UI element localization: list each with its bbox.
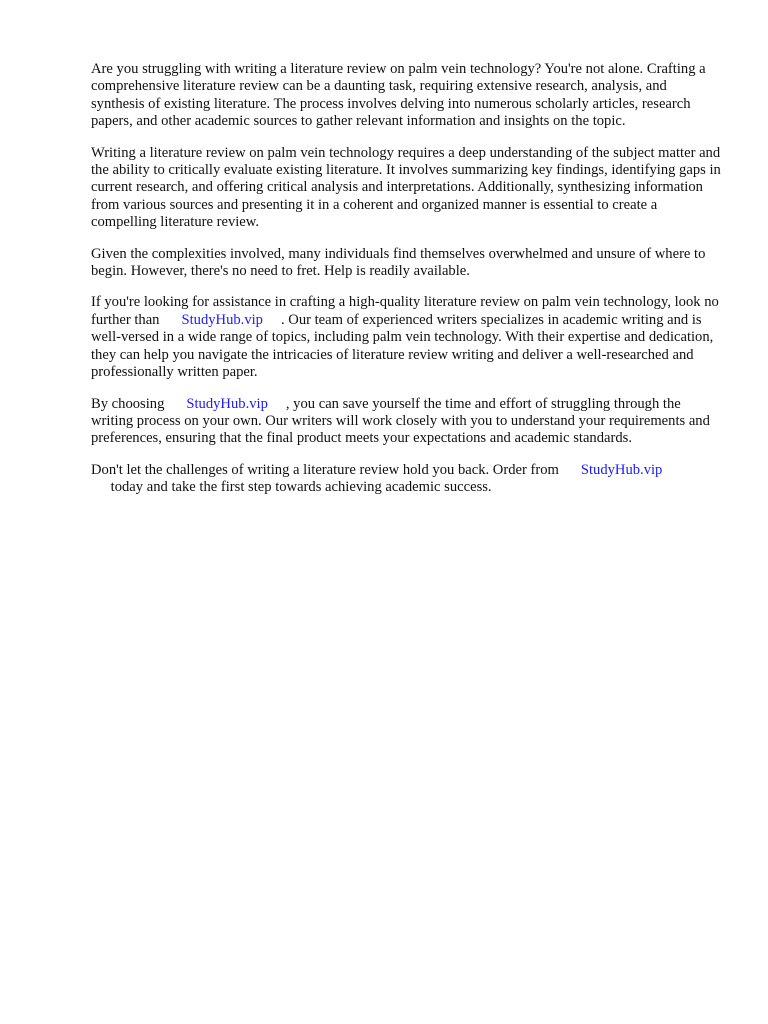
paragraph-choosing [91, 396, 721, 448]
paragraph-assistance [91, 294, 721, 381]
studyhub-link[interactable]: StudyHub.vip [580, 461, 663, 478]
paragraph-call-to-action [91, 462, 721, 497]
paragraph-text: , you can save yourself the time and effort of struggling through the writing process on your own. Our writers will work closely with you to understand your requirements and preferences, ensuring that the final product meets your expectations and academic standards. [91, 395, 710, 447]
studyhub-link[interactable]: StudyHub.vip [186, 395, 268, 412]
paragraph-text: If you're looking for assistance in crafting a high-quality literature review on palm vein technology, look no further than [91, 294, 719, 328]
paragraph-text: . Our team of experienced writers specializes in academic writing and is well-versed in a wide range of topics, including palm vein technology. With their expertise and dedication, they can help you navigate the intricacies of literature review writing and deliver a well-researched and professionally written paper. [91, 311, 714, 381]
paragraph-requirements: Writing a literature review on palm vein technology requires a deep understanding of the subject matter and the ability to critically evaluate existing literature. It involves summarizing key findings, identifying gaps in current research, and offering critical analysis and interpretations. Additionally, synthesizing information from various sources and presenting it in a coherent and organized manner is essential to create a compelling literature review. [91, 144, 721, 231]
paragraph-text: today and take the first step towards achieving academic success. [110, 479, 492, 496]
document-body [91, 61, 721, 511]
studyhub-link[interactable]: StudyHub.vip [181, 311, 263, 328]
paragraph-intro: Are you struggling with writing a literature review on palm vein technology? You're not alone. Crafting a comprehensive literature review can be a daunting task, requiring extensive research, analysis, and synthesis of existing literature. The process involves delving into numerous scholarly articles, research papers, and other academic sources to gather relevant information and insights on the topic. [91, 61, 706, 130]
paragraph-complexities: Given the complexities involved, many individuals find themselves overwhelmed and unsure of where to begin. However, there's no need to fret. Help is readily available. [91, 245, 706, 280]
paragraph-text: Don't let the challenges of writing a literature review hold you back. Order from [91, 461, 559, 478]
paragraph-text: By choosing [91, 395, 165, 412]
